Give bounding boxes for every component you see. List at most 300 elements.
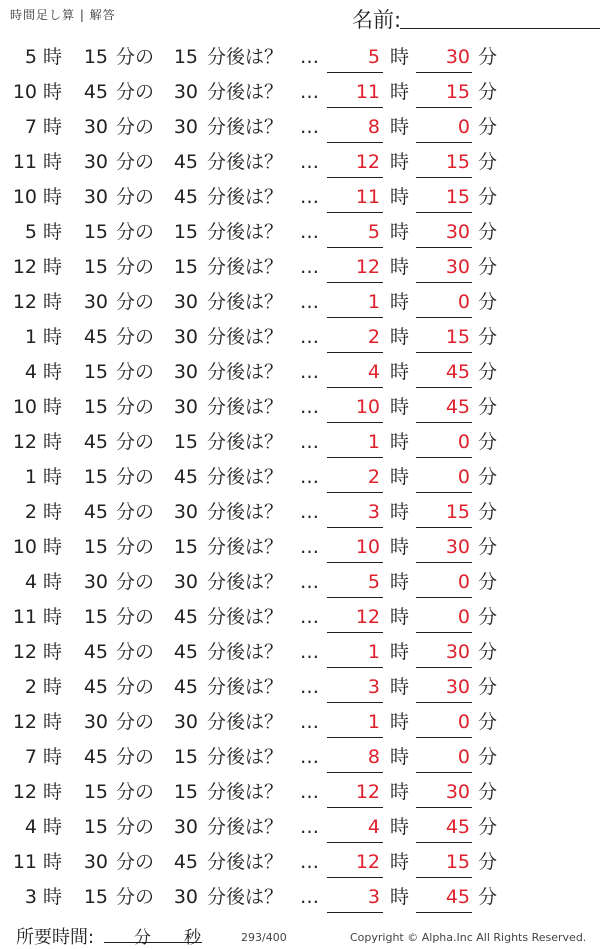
start-minute: 15 [83,46,108,68]
start-hour: 10 [12,396,37,418]
answer-hour-unit: 時 [390,641,410,663]
ellipsis: … [300,886,319,908]
minute-of-label: 分の [116,781,155,803]
answer-minute-unit: 分 [478,536,498,558]
minute-of-label: 分の [116,466,155,488]
hour-unit: 時 [43,501,63,523]
answer-hour-unit: 時 [390,711,410,733]
start-minute: 30 [83,116,108,138]
start-minute: 15 [83,466,108,488]
answer-hour: 4 [367,816,380,838]
answer-hour-unit: 時 [390,886,410,908]
added-minutes: 45 [173,606,198,628]
name-underline [400,28,600,29]
answer-minute-unit: 分 [478,606,498,628]
hour-unit: 時 [43,886,63,908]
hour-unit: 時 [43,361,63,383]
start-minute: 15 [83,256,108,278]
answer-hour: 5 [367,46,380,68]
start-minute: 15 [83,361,108,383]
answer-minute: 0 [457,291,470,313]
problem-row [0,143,600,178]
minute-of-label: 分の [116,641,155,663]
problem-row [0,213,600,248]
answer-minute: 30 [445,536,470,558]
answer-hour-unit: 時 [390,851,410,873]
minute-of-label: 分の [116,256,155,278]
start-minute: 30 [83,151,108,173]
added-minutes: 45 [173,466,198,488]
problem-row [0,563,600,598]
answer-hour: 3 [367,676,380,698]
problem-row [0,703,600,738]
added-minutes: 30 [173,886,198,908]
start-minute: 30 [83,711,108,733]
answer-hour: 11 [355,186,380,208]
start-hour: 10 [12,81,37,103]
start-minute: 45 [83,501,108,523]
answer-minute: 0 [457,571,470,593]
hour-unit: 時 [43,291,63,313]
start-hour: 1 [24,326,37,348]
minute-of-label: 分の [116,326,155,348]
answer-minute: 15 [445,151,470,173]
answer-hour-unit: 時 [390,816,410,838]
ellipsis: … [300,256,319,278]
hour-unit: 時 [43,326,63,348]
answer-minute-unit: 分 [478,431,498,453]
minute-of-label: 分の [116,361,155,383]
minutes-later-label: 分後は？ [207,186,284,208]
minutes-later-label: 分後は？ [207,606,284,628]
problem-row [0,843,600,878]
page-number: 293/400 [241,931,287,944]
start-hour: 3 [24,886,37,908]
minutes-later-label: 分後は？ [207,781,284,803]
hour-unit: 時 [43,676,63,698]
minutes-later-label: 分後は？ [207,536,284,558]
start-hour: 12 [12,256,37,278]
problem-row [0,283,600,318]
added-minutes: 30 [173,501,198,523]
hour-unit: 時 [43,851,63,873]
answer-minute: 30 [445,676,470,698]
answer-minute-unit: 分 [478,326,498,348]
ellipsis: … [300,221,319,243]
minute-of-label: 分の [116,746,155,768]
start-minute: 45 [83,326,108,348]
answer-hour: 1 [367,291,380,313]
problem-row [0,878,600,913]
answer-hour-unit: 時 [390,291,410,313]
answer-minute-unit: 分 [478,186,498,208]
ellipsis: … [300,781,319,803]
answer-hour: 12 [355,606,380,628]
start-hour: 7 [24,746,37,768]
answer-minute: 0 [457,116,470,138]
hour-unit: 時 [43,46,63,68]
answer-hour: 8 [367,746,380,768]
hour-unit: 時 [43,81,63,103]
answer-minute: 0 [457,711,470,733]
start-hour: 11 [12,851,37,873]
minutes-later-label: 分後は？ [207,326,284,348]
answer-hour: 5 [367,571,380,593]
start-hour: 2 [24,501,37,523]
start-hour: 12 [12,431,37,453]
answer-minute: 30 [445,781,470,803]
answer-minute: 15 [445,501,470,523]
start-minute: 45 [83,81,108,103]
minutes-later-label: 分後は？ [207,221,284,243]
answer-hour: 3 [367,501,380,523]
answer-hour: 2 [367,466,380,488]
minute-of-label: 分の [116,816,155,838]
start-minute: 30 [83,851,108,873]
minutes-later-label: 分後は？ [207,81,284,103]
start-hour: 11 [12,606,37,628]
answer-hour-unit: 時 [390,676,410,698]
problem-row [0,178,600,213]
answer-minute: 45 [445,361,470,383]
problem-row [0,73,600,108]
minute-of-label: 分の [116,291,155,313]
ellipsis: … [300,151,319,173]
answer-hour-unit: 時 [390,466,410,488]
start-minute: 30 [83,571,108,593]
minutes-later-label: 分後は？ [207,571,284,593]
problem-row [0,388,600,423]
ellipsis: … [300,641,319,663]
start-minute: 15 [83,816,108,838]
start-minute: 45 [83,431,108,453]
ellipsis: … [300,396,319,418]
answer-hour: 12 [355,851,380,873]
minute-of-label: 分の [116,501,155,523]
answer-minute: 0 [457,746,470,768]
answer-hour: 4 [367,361,380,383]
minutes-later-label: 分後は？ [207,431,284,453]
start-hour: 4 [24,816,37,838]
minute-of-label: 分の [116,186,155,208]
hour-unit: 時 [43,711,63,733]
start-hour: 10 [12,186,37,208]
answer-hour: 5 [367,221,380,243]
ellipsis: … [300,501,319,523]
minute-of-label: 分の [116,571,155,593]
minute-of-label: 分の [116,116,155,138]
answer-hour-unit: 時 [390,46,410,68]
start-minute: 15 [83,886,108,908]
minutes-later-label: 分後は？ [207,116,284,138]
ellipsis: … [300,571,319,593]
problem-row [0,248,600,283]
answer-hour-unit: 時 [390,501,410,523]
answer-hour: 11 [355,81,380,103]
answer-hour-unit: 時 [390,396,410,418]
answer-hour: 2 [367,326,380,348]
answer-hour-unit: 時 [390,81,410,103]
ellipsis: … [300,431,319,453]
answer-minute-unit: 分 [478,81,498,103]
minute-of-label: 分の [116,711,155,733]
answer-minute: 15 [445,851,470,873]
start-minute: 45 [83,641,108,663]
answer-hour: 1 [367,431,380,453]
answer-minute-unit: 分 [478,221,498,243]
answer-minute: 30 [445,46,470,68]
problem-row [0,738,600,773]
answer-hour: 12 [355,256,380,278]
added-minutes: 30 [173,816,198,838]
problem-row [0,423,600,458]
answer-hour-unit: 時 [390,746,410,768]
hour-unit: 時 [43,641,63,663]
answer-hour: 1 [367,641,380,663]
answer-minute-unit: 分 [478,781,498,803]
answer-minute-unit: 分 [478,46,498,68]
added-minutes: 15 [173,221,198,243]
answer-hour-unit: 時 [390,431,410,453]
problem-row [0,108,600,143]
added-minutes: 15 [173,746,198,768]
start-minute: 45 [83,746,108,768]
minutes-later-label: 分後は？ [207,886,284,908]
added-minutes: 15 [173,46,198,68]
problem-row [0,633,600,668]
added-minutes: 30 [173,396,198,418]
answer-minute-unit: 分 [478,746,498,768]
start-minute: 15 [83,396,108,418]
hour-unit: 時 [43,221,63,243]
answer-hour: 1 [367,711,380,733]
answer-minute: 0 [457,466,470,488]
minutes-later-label: 分後は？ [207,466,284,488]
hour-unit: 時 [43,151,63,173]
start-minute: 15 [83,781,108,803]
start-hour: 4 [24,571,37,593]
added-minutes: 45 [173,676,198,698]
minutes-later-label: 分後は？ [207,46,284,68]
start-hour: 5 [24,221,37,243]
start-hour: 11 [12,151,37,173]
minutes-later-label: 分後は？ [207,746,284,768]
start-hour: 1 [24,466,37,488]
answer-minute-unit: 分 [478,361,498,383]
start-minute: 15 [83,221,108,243]
ellipsis: … [300,361,319,383]
hour-unit: 時 [43,571,63,593]
answer-minute: 45 [445,816,470,838]
start-minute: 15 [83,606,108,628]
ellipsis: … [300,816,319,838]
answer-minute: 15 [445,186,470,208]
answer-hour-unit: 時 [390,221,410,243]
added-minutes: 30 [173,116,198,138]
ellipsis: … [300,851,319,873]
minutes-later-label: 分後は？ [207,676,284,698]
hour-unit: 時 [43,116,63,138]
answer-hour-unit: 時 [390,256,410,278]
ellipsis: … [300,116,319,138]
answer-minute: 0 [457,431,470,453]
answer-minute: 0 [457,606,470,628]
added-minutes: 30 [173,571,198,593]
problem-row [0,598,600,633]
minute-of-label: 分の [116,851,155,873]
answer-hour: 12 [355,151,380,173]
ellipsis: … [300,676,319,698]
answer-hour: 10 [355,396,380,418]
answer-minute-unit: 分 [478,291,498,313]
answer-hour-unit: 時 [390,186,410,208]
ellipsis: … [300,746,319,768]
problem-list [0,38,600,913]
hour-unit: 時 [43,536,63,558]
start-hour: 7 [24,116,37,138]
start-hour: 12 [12,641,37,663]
answer-minute: 30 [445,641,470,663]
hour-unit: 時 [43,816,63,838]
problem-row [0,353,600,388]
answer-hour-unit: 時 [390,606,410,628]
answer-hour-unit: 時 [390,781,410,803]
added-minutes: 30 [173,291,198,313]
minutes-later-label: 分後は？ [207,291,284,313]
answer-hour-unit: 時 [390,326,410,348]
hour-unit: 時 [43,256,63,278]
ellipsis: … [300,186,319,208]
problem-row [0,668,600,703]
added-minutes: 15 [173,256,198,278]
added-minutes: 15 [173,781,198,803]
ellipsis: … [300,536,319,558]
time-seconds-label: 秒 [184,928,201,948]
problem-row [0,458,600,493]
answer-minute-unit: 分 [478,886,498,908]
start-minute: 45 [83,676,108,698]
start-hour: 5 [24,46,37,68]
answer-minute-unit: 分 [478,676,498,698]
copyright: Copyright © Alpha.Inc All Rights Reserved. [350,931,587,944]
minutes-later-label: 分後は？ [207,641,284,663]
ellipsis: … [300,711,319,733]
answer-minute: 45 [445,396,470,418]
answer-minute-unit: 分 [478,466,498,488]
start-hour: 2 [24,676,37,698]
answer-hour: 12 [355,781,380,803]
answer-minute-underline [416,912,472,913]
added-minutes: 45 [173,151,198,173]
minutes-later-label: 分後は？ [207,711,284,733]
answer-minute-unit: 分 [478,851,498,873]
time-required-label: 所要時間: [16,927,95,948]
minute-of-label: 分の [116,886,155,908]
name-label: 名前: [352,8,402,32]
answer-minute-unit: 分 [478,816,498,838]
ellipsis: … [300,81,319,103]
answer-hour: 8 [367,116,380,138]
ellipsis: … [300,291,319,313]
minute-of-label: 分の [116,606,155,628]
minutes-later-label: 分後は？ [207,256,284,278]
minutes-later-label: 分後は？ [207,501,284,523]
added-minutes: 30 [173,361,198,383]
minute-of-label: 分の [116,676,155,698]
problem-row [0,493,600,528]
start-minute: 30 [83,291,108,313]
hour-unit: 時 [43,431,63,453]
added-minutes: 15 [173,431,198,453]
problem-row [0,808,600,843]
minute-of-label: 分の [116,81,155,103]
added-minutes: 45 [173,851,198,873]
problem-row [0,773,600,808]
added-minutes: 30 [173,81,198,103]
answer-minute: 15 [445,81,470,103]
answer-minute: 30 [445,221,470,243]
minutes-later-label: 分後は？ [207,361,284,383]
minutes-later-label: 分後は？ [207,151,284,173]
answer-hour-unit: 時 [390,361,410,383]
answer-hour-unit: 時 [390,571,410,593]
minute-of-label: 分の [116,536,155,558]
problem-row [0,528,600,563]
added-minutes: 30 [173,326,198,348]
minutes-later-label: 分後は？ [207,851,284,873]
hour-unit: 時 [43,606,63,628]
answer-minute-unit: 分 [478,256,498,278]
start-hour: 12 [12,781,37,803]
minute-of-label: 分の [116,46,155,68]
minute-of-label: 分の [116,151,155,173]
ellipsis: … [300,466,319,488]
minutes-later-label: 分後は？ [207,816,284,838]
hour-unit: 時 [43,186,63,208]
answer-minute-unit: 分 [478,641,498,663]
start-hour: 12 [12,291,37,313]
minute-of-label: 分の [116,431,155,453]
answer-minute-unit: 分 [478,396,498,418]
answer-hour-unit: 時 [390,536,410,558]
answer-minute: 15 [445,326,470,348]
hour-unit: 時 [43,781,63,803]
hour-unit: 時 [43,746,63,768]
answer-minute-unit: 分 [478,116,498,138]
hour-unit: 時 [43,396,63,418]
start-hour: 4 [24,361,37,383]
added-minutes: 30 [173,711,198,733]
start-hour: 12 [12,711,37,733]
start-minute: 15 [83,536,108,558]
answer-hour-unit: 時 [390,151,410,173]
answer-minute-unit: 分 [478,501,498,523]
answer-minute: 30 [445,256,470,278]
sheet-title: 時間足し算 | 解答 [10,8,116,22]
added-minutes: 15 [173,536,198,558]
time-minutes-label: 分 [134,928,151,948]
ellipsis: … [300,46,319,68]
answer-hour: 10 [355,536,380,558]
start-hour: 10 [12,536,37,558]
start-minute: 30 [83,186,108,208]
problem-row [0,38,600,73]
hour-unit: 時 [43,466,63,488]
answer-hour-unit: 時 [390,116,410,138]
added-minutes: 45 [173,641,198,663]
answer-minute: 45 [445,886,470,908]
answer-minute-unit: 分 [478,151,498,173]
